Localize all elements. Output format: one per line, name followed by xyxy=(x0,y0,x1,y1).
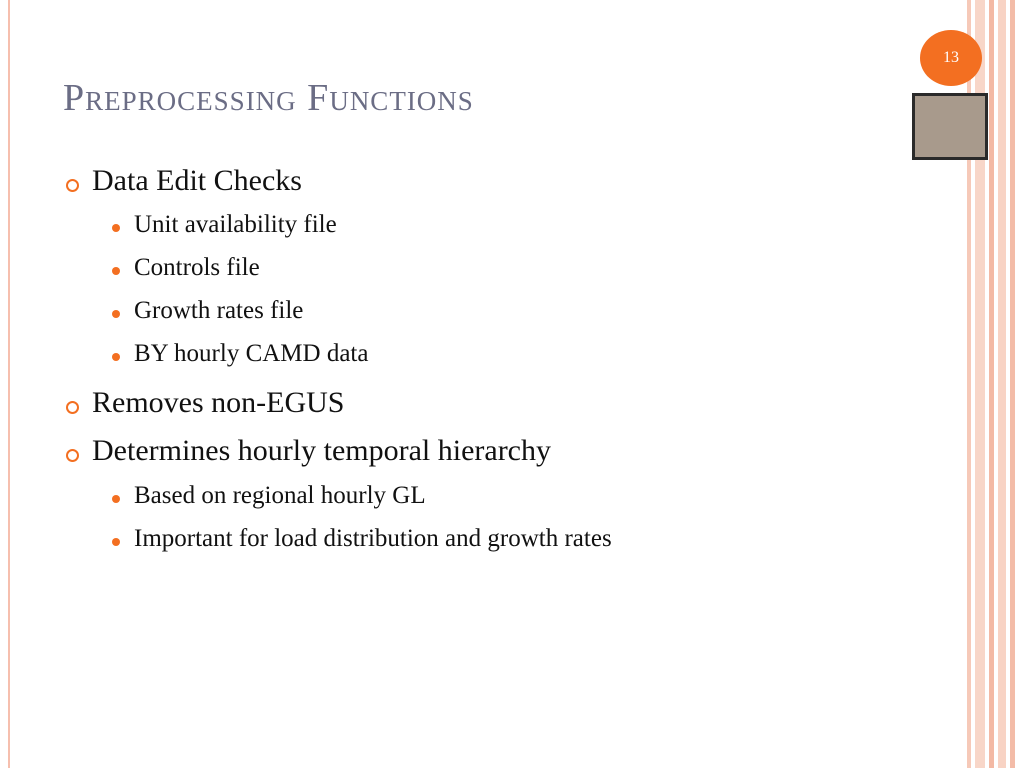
bullet-item: Data Edit Checks xyxy=(92,164,302,197)
sub-bullet-item: Based on regional hourly GL xyxy=(134,482,426,509)
bullet-item: Determines hourly temporal hierarchy xyxy=(92,434,551,467)
bullet-ring-icon xyxy=(66,179,79,192)
page-number-badge xyxy=(920,30,982,86)
bullet-dot-icon xyxy=(112,353,120,361)
sub-bullet-item: Unit availability file xyxy=(134,211,337,238)
bullet-dot-icon xyxy=(112,310,120,318)
sub-bullet-item: Controls file xyxy=(134,254,260,281)
bullet-item: Removes non-EGUS xyxy=(92,386,345,419)
bullet-dot-icon xyxy=(112,224,120,232)
bullet-dot-icon xyxy=(112,495,120,503)
page-number: 13 xyxy=(943,49,959,66)
slide-title: Preprocessing Functions xyxy=(63,77,474,119)
bullet-ring-icon xyxy=(66,449,79,462)
left-border-line xyxy=(8,0,10,768)
decorative-stripe xyxy=(1010,0,1015,768)
decorative-box xyxy=(912,93,988,160)
bullet-dot-icon xyxy=(112,538,120,546)
sub-bullet-item: Growth rates file xyxy=(134,297,304,324)
sub-bullet-item: BY hourly CAMD data xyxy=(134,340,369,367)
bullet-ring-icon xyxy=(66,401,79,414)
decorative-stripe xyxy=(989,0,994,768)
sub-bullet-item: Important for load distribution and growth rates xyxy=(134,525,612,552)
decorative-stripe xyxy=(998,0,1006,768)
bullet-dot-icon xyxy=(112,267,120,275)
